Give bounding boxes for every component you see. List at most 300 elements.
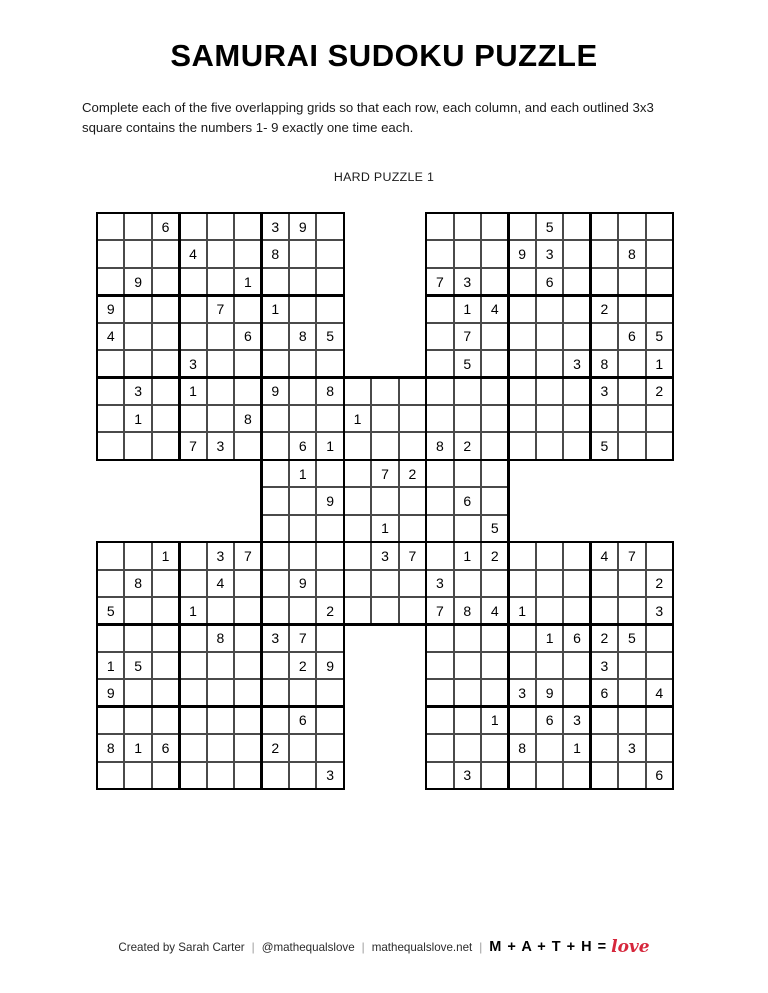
sudoku-cell[interactable]: 2 bbox=[316, 597, 343, 624]
sudoku-cell[interactable] bbox=[262, 762, 289, 789]
sudoku-cell[interactable] bbox=[152, 350, 179, 377]
sudoku-cell[interactable] bbox=[262, 460, 289, 487]
sudoku-cell[interactable] bbox=[426, 624, 453, 651]
sudoku-cell[interactable] bbox=[316, 542, 343, 569]
sudoku-cell[interactable] bbox=[234, 213, 261, 240]
sudoku-cell[interactable]: 8 bbox=[618, 240, 645, 267]
sudoku-cell[interactable] bbox=[262, 432, 289, 459]
sudoku-cell[interactable] bbox=[124, 542, 151, 569]
sudoku-cell[interactable] bbox=[316, 295, 343, 322]
sudoku-cell[interactable] bbox=[97, 570, 124, 597]
sudoku-cell[interactable] bbox=[563, 378, 590, 405]
sudoku-cell[interactable]: 8 bbox=[591, 350, 618, 377]
sudoku-cell[interactable] bbox=[426, 240, 453, 267]
sudoku-cell[interactable] bbox=[426, 707, 453, 734]
sudoku-cell[interactable] bbox=[481, 734, 508, 761]
sudoku-cell[interactable] bbox=[618, 597, 645, 624]
sudoku-cell[interactable]: 7 bbox=[426, 268, 453, 295]
sudoku-cell[interactable] bbox=[646, 734, 673, 761]
sudoku-cell[interactable] bbox=[152, 570, 179, 597]
sudoku-cell[interactable]: 8 bbox=[316, 378, 343, 405]
sudoku-cell[interactable] bbox=[646, 213, 673, 240]
sudoku-cell[interactable] bbox=[344, 378, 371, 405]
sudoku-cell[interactable] bbox=[426, 734, 453, 761]
sudoku-cell[interactable] bbox=[618, 762, 645, 789]
sudoku-cell[interactable]: 8 bbox=[234, 405, 261, 432]
sudoku-cell[interactable] bbox=[97, 350, 124, 377]
sudoku-cell[interactable] bbox=[481, 378, 508, 405]
sudoku-cell[interactable] bbox=[152, 652, 179, 679]
sudoku-cell[interactable]: 3 bbox=[591, 652, 618, 679]
sudoku-cell[interactable]: 2 bbox=[289, 652, 316, 679]
sudoku-cell[interactable] bbox=[646, 240, 673, 267]
sudoku-cell[interactable]: 3 bbox=[262, 213, 289, 240]
sudoku-cell[interactable]: 2 bbox=[454, 432, 481, 459]
sudoku-cell[interactable] bbox=[563, 762, 590, 789]
sudoku-cell[interactable] bbox=[563, 240, 590, 267]
sudoku-cell[interactable] bbox=[289, 597, 316, 624]
sudoku-cell[interactable]: 6 bbox=[536, 707, 563, 734]
sudoku-cell[interactable] bbox=[152, 405, 179, 432]
sudoku-cell[interactable] bbox=[179, 405, 206, 432]
sudoku-cell[interactable] bbox=[152, 597, 179, 624]
sudoku-cell[interactable] bbox=[454, 460, 481, 487]
sudoku-cell[interactable] bbox=[591, 323, 618, 350]
sudoku-cell[interactable] bbox=[316, 460, 343, 487]
sudoku-cell[interactable] bbox=[481, 432, 508, 459]
sudoku-cell[interactable] bbox=[316, 734, 343, 761]
sudoku-cell[interactable] bbox=[508, 762, 535, 789]
sudoku-cell[interactable]: 2 bbox=[646, 378, 673, 405]
sudoku-cell[interactable] bbox=[97, 624, 124, 651]
sudoku-cell[interactable]: 9 bbox=[316, 652, 343, 679]
sudoku-cell[interactable] bbox=[289, 295, 316, 322]
sudoku-cell[interactable]: 3 bbox=[591, 378, 618, 405]
sudoku-cell[interactable]: 1 bbox=[152, 542, 179, 569]
sudoku-cell[interactable] bbox=[289, 734, 316, 761]
sudoku-cell[interactable] bbox=[207, 597, 234, 624]
sudoku-cell[interactable] bbox=[481, 487, 508, 514]
sudoku-cell[interactable] bbox=[152, 240, 179, 267]
sudoku-cell[interactable]: 7 bbox=[426, 597, 453, 624]
sudoku-cell[interactable]: 1 bbox=[179, 378, 206, 405]
sudoku-cell[interactable] bbox=[563, 542, 590, 569]
sudoku-cell[interactable] bbox=[124, 213, 151, 240]
sudoku-cell[interactable]: 9 bbox=[97, 295, 124, 322]
sudoku-cell[interactable] bbox=[97, 762, 124, 789]
sudoku-cell[interactable] bbox=[646, 707, 673, 734]
sudoku-cell[interactable]: 5 bbox=[316, 323, 343, 350]
sudoku-cell[interactable] bbox=[97, 268, 124, 295]
sudoku-cell[interactable] bbox=[371, 405, 398, 432]
sudoku-cell[interactable]: 9 bbox=[289, 213, 316, 240]
sudoku-cell[interactable] bbox=[234, 707, 261, 734]
sudoku-cell[interactable] bbox=[508, 624, 535, 651]
sudoku-cell[interactable]: 3 bbox=[207, 432, 234, 459]
sudoku-cell[interactable]: 3 bbox=[563, 707, 590, 734]
sudoku-cell[interactable] bbox=[426, 542, 453, 569]
sudoku-cell[interactable]: 1 bbox=[508, 597, 535, 624]
sudoku-cell[interactable] bbox=[207, 679, 234, 706]
sudoku-cell[interactable] bbox=[152, 707, 179, 734]
sudoku-cell[interactable] bbox=[426, 295, 453, 322]
sudoku-cell[interactable] bbox=[563, 652, 590, 679]
sudoku-cell[interactable] bbox=[454, 624, 481, 651]
sudoku-cell[interactable]: 1 bbox=[262, 295, 289, 322]
sudoku-cell[interactable] bbox=[481, 323, 508, 350]
sudoku-cell[interactable] bbox=[207, 350, 234, 377]
sudoku-cell[interactable] bbox=[536, 350, 563, 377]
sudoku-cell[interactable]: 8 bbox=[454, 597, 481, 624]
sudoku-cell[interactable]: 6 bbox=[454, 487, 481, 514]
sudoku-cell[interactable] bbox=[618, 679, 645, 706]
sudoku-cell[interactable] bbox=[124, 350, 151, 377]
sudoku-cell[interactable] bbox=[179, 624, 206, 651]
sudoku-cell[interactable] bbox=[454, 570, 481, 597]
sudoku-cell[interactable]: 6 bbox=[289, 707, 316, 734]
sudoku-cell[interactable] bbox=[454, 405, 481, 432]
sudoku-cell[interactable] bbox=[508, 432, 535, 459]
sudoku-cell[interactable] bbox=[316, 213, 343, 240]
sudoku-cell[interactable] bbox=[426, 515, 453, 542]
sudoku-cell[interactable] bbox=[399, 432, 426, 459]
sudoku-cell[interactable] bbox=[207, 405, 234, 432]
sudoku-cell[interactable] bbox=[207, 762, 234, 789]
sudoku-cell[interactable] bbox=[234, 570, 261, 597]
sudoku-cell[interactable] bbox=[207, 240, 234, 267]
sudoku-cell[interactable] bbox=[262, 652, 289, 679]
sudoku-cell[interactable] bbox=[124, 762, 151, 789]
sudoku-cell[interactable] bbox=[646, 624, 673, 651]
sudoku-cell[interactable] bbox=[152, 624, 179, 651]
sudoku-cell[interactable] bbox=[152, 323, 179, 350]
sudoku-cell[interactable] bbox=[316, 570, 343, 597]
sudoku-cell[interactable] bbox=[618, 570, 645, 597]
sudoku-cell[interactable] bbox=[646, 432, 673, 459]
sudoku-cell[interactable] bbox=[426, 762, 453, 789]
sudoku-cell[interactable] bbox=[262, 405, 289, 432]
sudoku-cell[interactable]: 1 bbox=[563, 734, 590, 761]
sudoku-cell[interactable] bbox=[481, 460, 508, 487]
sudoku-cell[interactable] bbox=[179, 213, 206, 240]
sudoku-cell[interactable] bbox=[97, 240, 124, 267]
sudoku-cell[interactable] bbox=[563, 213, 590, 240]
sudoku-cell[interactable] bbox=[426, 213, 453, 240]
sudoku-cell[interactable] bbox=[646, 542, 673, 569]
sudoku-cell[interactable]: 5 bbox=[454, 350, 481, 377]
sudoku-cell[interactable] bbox=[426, 350, 453, 377]
sudoku-cell[interactable] bbox=[234, 350, 261, 377]
sudoku-cell[interactable] bbox=[124, 240, 151, 267]
sudoku-cell[interactable] bbox=[316, 350, 343, 377]
sudoku-cell[interactable]: 9 bbox=[97, 679, 124, 706]
sudoku-cell[interactable] bbox=[399, 570, 426, 597]
sudoku-cell[interactable] bbox=[289, 350, 316, 377]
sudoku-cell[interactable]: 9 bbox=[289, 570, 316, 597]
sudoku-cell[interactable] bbox=[124, 432, 151, 459]
sudoku-cell[interactable]: 9 bbox=[262, 378, 289, 405]
sudoku-cell[interactable]: 3 bbox=[536, 240, 563, 267]
sudoku-cell[interactable] bbox=[481, 762, 508, 789]
sudoku-cell[interactable] bbox=[481, 213, 508, 240]
sudoku-cell[interactable] bbox=[536, 652, 563, 679]
sudoku-cell[interactable]: 8 bbox=[124, 570, 151, 597]
sudoku-cell[interactable] bbox=[646, 295, 673, 322]
sudoku-cell[interactable]: 3 bbox=[124, 378, 151, 405]
sudoku-cell[interactable]: 2 bbox=[591, 295, 618, 322]
sudoku-cell[interactable]: 2 bbox=[481, 542, 508, 569]
sudoku-cell[interactable] bbox=[124, 323, 151, 350]
samurai-sudoku-board[interactable] bbox=[97, 213, 673, 789]
sudoku-cell[interactable]: 9 bbox=[316, 487, 343, 514]
sudoku-cell[interactable]: 1 bbox=[124, 734, 151, 761]
sudoku-cell[interactable] bbox=[152, 679, 179, 706]
sudoku-cell[interactable]: 7 bbox=[371, 460, 398, 487]
sudoku-cell[interactable]: 7 bbox=[179, 432, 206, 459]
sudoku-cell[interactable] bbox=[454, 679, 481, 706]
sudoku-cell[interactable] bbox=[179, 652, 206, 679]
sudoku-cell[interactable]: 7 bbox=[289, 624, 316, 651]
sudoku-cell[interactable] bbox=[563, 323, 590, 350]
sudoku-cell[interactable] bbox=[481, 652, 508, 679]
sudoku-cell[interactable] bbox=[454, 240, 481, 267]
sudoku-cell[interactable] bbox=[234, 295, 261, 322]
sudoku-cell[interactable] bbox=[591, 762, 618, 789]
sudoku-cell[interactable] bbox=[563, 597, 590, 624]
sudoku-cell[interactable]: 5 bbox=[646, 323, 673, 350]
sudoku-cell[interactable]: 3 bbox=[426, 570, 453, 597]
sudoku-cell[interactable]: 9 bbox=[536, 679, 563, 706]
sudoku-cell[interactable] bbox=[536, 762, 563, 789]
sudoku-cell[interactable] bbox=[371, 432, 398, 459]
sudoku-cell[interactable] bbox=[536, 323, 563, 350]
sudoku-cell[interactable] bbox=[234, 679, 261, 706]
sudoku-cell[interactable] bbox=[289, 515, 316, 542]
sudoku-cell[interactable] bbox=[316, 405, 343, 432]
sudoku-cell[interactable] bbox=[97, 213, 124, 240]
sudoku-cell[interactable] bbox=[508, 295, 535, 322]
sudoku-cell[interactable]: 6 bbox=[646, 762, 673, 789]
sudoku-cell[interactable] bbox=[262, 597, 289, 624]
sudoku-cell[interactable]: 6 bbox=[234, 323, 261, 350]
sudoku-cell[interactable] bbox=[262, 268, 289, 295]
sudoku-cell[interactable] bbox=[618, 405, 645, 432]
sudoku-cell[interactable] bbox=[207, 734, 234, 761]
sudoku-cell[interactable] bbox=[454, 378, 481, 405]
sudoku-cell[interactable] bbox=[426, 378, 453, 405]
sudoku-cell[interactable]: 1 bbox=[234, 268, 261, 295]
sudoku-cell[interactable] bbox=[371, 597, 398, 624]
sudoku-cell[interactable]: 1 bbox=[179, 597, 206, 624]
sudoku-cell[interactable] bbox=[316, 240, 343, 267]
sudoku-cell[interactable] bbox=[207, 707, 234, 734]
sudoku-cell[interactable]: 3 bbox=[454, 762, 481, 789]
sudoku-cell[interactable] bbox=[124, 707, 151, 734]
sudoku-cell[interactable]: 2 bbox=[646, 570, 673, 597]
sudoku-cell[interactable] bbox=[536, 295, 563, 322]
sudoku-cell[interactable] bbox=[591, 570, 618, 597]
sudoku-cell[interactable]: 5 bbox=[618, 624, 645, 651]
sudoku-cell[interactable] bbox=[591, 240, 618, 267]
sudoku-cell[interactable]: 2 bbox=[262, 734, 289, 761]
sudoku-cell[interactable]: 4 bbox=[646, 679, 673, 706]
sudoku-cell[interactable] bbox=[179, 762, 206, 789]
sudoku-cell[interactable] bbox=[97, 432, 124, 459]
sudoku-cell[interactable]: 1 bbox=[481, 707, 508, 734]
sudoku-cell[interactable] bbox=[179, 295, 206, 322]
sudoku-cell[interactable] bbox=[508, 652, 535, 679]
sudoku-cell[interactable] bbox=[234, 762, 261, 789]
sudoku-cell[interactable] bbox=[179, 542, 206, 569]
sudoku-cell[interactable]: 3 bbox=[508, 679, 535, 706]
sudoku-cell[interactable] bbox=[591, 597, 618, 624]
sudoku-cell[interactable] bbox=[399, 515, 426, 542]
sudoku-cell[interactable]: 5 bbox=[97, 597, 124, 624]
sudoku-cell[interactable] bbox=[344, 542, 371, 569]
sudoku-cell[interactable] bbox=[454, 652, 481, 679]
sudoku-cell[interactable] bbox=[179, 679, 206, 706]
sudoku-cell[interactable] bbox=[234, 432, 261, 459]
footer-website[interactable]: mathequalslove.net bbox=[371, 940, 473, 954]
sudoku-cell[interactable] bbox=[591, 268, 618, 295]
sudoku-cell[interactable] bbox=[124, 679, 151, 706]
sudoku-cell[interactable] bbox=[454, 515, 481, 542]
sudoku-cell[interactable] bbox=[152, 295, 179, 322]
sudoku-cell[interactable] bbox=[179, 570, 206, 597]
sudoku-cell[interactable] bbox=[426, 679, 453, 706]
sudoku-cell[interactable]: 8 bbox=[508, 734, 535, 761]
sudoku-cell[interactable]: 2 bbox=[399, 460, 426, 487]
sudoku-cell[interactable]: 6 bbox=[536, 268, 563, 295]
sudoku-cell[interactable] bbox=[97, 542, 124, 569]
sudoku-cell[interactable] bbox=[316, 268, 343, 295]
sudoku-cell[interactable] bbox=[536, 542, 563, 569]
sudoku-cell[interactable] bbox=[481, 240, 508, 267]
sudoku-cell[interactable] bbox=[618, 295, 645, 322]
sudoku-cell[interactable]: 4 bbox=[179, 240, 206, 267]
sudoku-cell[interactable]: 3 bbox=[371, 542, 398, 569]
sudoku-cell[interactable]: 1 bbox=[536, 624, 563, 651]
sudoku-cell[interactable] bbox=[152, 432, 179, 459]
sudoku-cell[interactable] bbox=[481, 268, 508, 295]
sudoku-cell[interactable] bbox=[207, 378, 234, 405]
sudoku-cell[interactable] bbox=[207, 268, 234, 295]
sudoku-cell[interactable] bbox=[344, 487, 371, 514]
sudoku-cell[interactable] bbox=[179, 707, 206, 734]
sudoku-cell[interactable] bbox=[618, 213, 645, 240]
sudoku-cell[interactable] bbox=[481, 570, 508, 597]
sudoku-cell[interactable] bbox=[152, 762, 179, 789]
sudoku-cell[interactable] bbox=[234, 378, 261, 405]
sudoku-cell[interactable] bbox=[481, 405, 508, 432]
sudoku-cell[interactable]: 6 bbox=[591, 679, 618, 706]
sudoku-cell[interactable]: 3 bbox=[207, 542, 234, 569]
sudoku-cell[interactable]: 6 bbox=[152, 213, 179, 240]
sudoku-cell[interactable] bbox=[508, 378, 535, 405]
sudoku-cell[interactable]: 4 bbox=[591, 542, 618, 569]
sudoku-cell[interactable] bbox=[536, 378, 563, 405]
sudoku-cell[interactable] bbox=[426, 652, 453, 679]
sudoku-cell[interactable] bbox=[262, 487, 289, 514]
sudoku-cell[interactable]: 7 bbox=[618, 542, 645, 569]
sudoku-cell[interactable] bbox=[563, 268, 590, 295]
sudoku-cell[interactable] bbox=[646, 405, 673, 432]
sudoku-cell[interactable] bbox=[536, 405, 563, 432]
sudoku-cell[interactable] bbox=[563, 432, 590, 459]
sudoku-cell[interactable] bbox=[234, 624, 261, 651]
sudoku-cell[interactable]: 4 bbox=[97, 323, 124, 350]
sudoku-cell[interactable] bbox=[207, 213, 234, 240]
sudoku-cell[interactable] bbox=[591, 405, 618, 432]
sudoku-cell[interactable] bbox=[454, 707, 481, 734]
sudoku-cell[interactable]: 5 bbox=[481, 515, 508, 542]
sudoku-cell[interactable] bbox=[618, 707, 645, 734]
sudoku-cell[interactable] bbox=[563, 570, 590, 597]
sudoku-cell[interactable] bbox=[234, 240, 261, 267]
sudoku-cell[interactable]: 3 bbox=[563, 350, 590, 377]
sudoku-cell[interactable] bbox=[262, 515, 289, 542]
sudoku-cell[interactable]: 4 bbox=[481, 597, 508, 624]
sudoku-cell[interactable] bbox=[289, 240, 316, 267]
sudoku-cell[interactable]: 7 bbox=[399, 542, 426, 569]
sudoku-cell[interactable] bbox=[563, 295, 590, 322]
sudoku-cell[interactable] bbox=[618, 652, 645, 679]
sudoku-cell[interactable] bbox=[536, 734, 563, 761]
sudoku-cell[interactable]: 7 bbox=[454, 323, 481, 350]
sudoku-cell[interactable] bbox=[591, 734, 618, 761]
sudoku-cell[interactable] bbox=[262, 350, 289, 377]
sudoku-cell[interactable]: 7 bbox=[207, 295, 234, 322]
sudoku-cell[interactable] bbox=[563, 405, 590, 432]
sudoku-cell[interactable]: 1 bbox=[316, 432, 343, 459]
sudoku-cell[interactable] bbox=[124, 597, 151, 624]
sudoku-cell[interactable] bbox=[344, 597, 371, 624]
sudoku-cell[interactable] bbox=[508, 405, 535, 432]
sudoku-cell[interactable] bbox=[454, 213, 481, 240]
sudoku-cell[interactable] bbox=[179, 323, 206, 350]
sudoku-cell[interactable] bbox=[618, 268, 645, 295]
sudoku-cell[interactable] bbox=[262, 679, 289, 706]
sudoku-cell[interactable]: 8 bbox=[262, 240, 289, 267]
sudoku-cell[interactable]: 3 bbox=[179, 350, 206, 377]
sudoku-cell[interactable]: 1 bbox=[371, 515, 398, 542]
sudoku-cell[interactable]: 3 bbox=[454, 268, 481, 295]
sudoku-cell[interactable]: 6 bbox=[152, 734, 179, 761]
sudoku-cell[interactable] bbox=[97, 378, 124, 405]
sudoku-cell[interactable] bbox=[536, 597, 563, 624]
sudoku-cell[interactable]: 3 bbox=[618, 734, 645, 761]
sudoku-cell[interactable] bbox=[426, 460, 453, 487]
sudoku-cell[interactable] bbox=[563, 679, 590, 706]
sudoku-cell[interactable]: 5 bbox=[591, 432, 618, 459]
sudoku-cell[interactable] bbox=[262, 542, 289, 569]
sudoku-cell[interactable] bbox=[426, 405, 453, 432]
sudoku-cell[interactable] bbox=[152, 268, 179, 295]
sudoku-cell[interactable] bbox=[344, 570, 371, 597]
sudoku-cell[interactable]: 9 bbox=[508, 240, 535, 267]
sudoku-cell[interactable] bbox=[399, 405, 426, 432]
sudoku-cell[interactable] bbox=[316, 707, 343, 734]
sudoku-cell[interactable]: 8 bbox=[289, 323, 316, 350]
sudoku-cell[interactable]: 8 bbox=[426, 432, 453, 459]
sudoku-cell[interactable]: 9 bbox=[124, 268, 151, 295]
sudoku-cell[interactable]: 3 bbox=[316, 762, 343, 789]
sudoku-cell[interactable] bbox=[508, 542, 535, 569]
sudoku-cell[interactable] bbox=[508, 707, 535, 734]
sudoku-cell[interactable]: 6 bbox=[618, 323, 645, 350]
sudoku-cell[interactable]: 1 bbox=[97, 652, 124, 679]
sudoku-cell[interactable] bbox=[289, 268, 316, 295]
